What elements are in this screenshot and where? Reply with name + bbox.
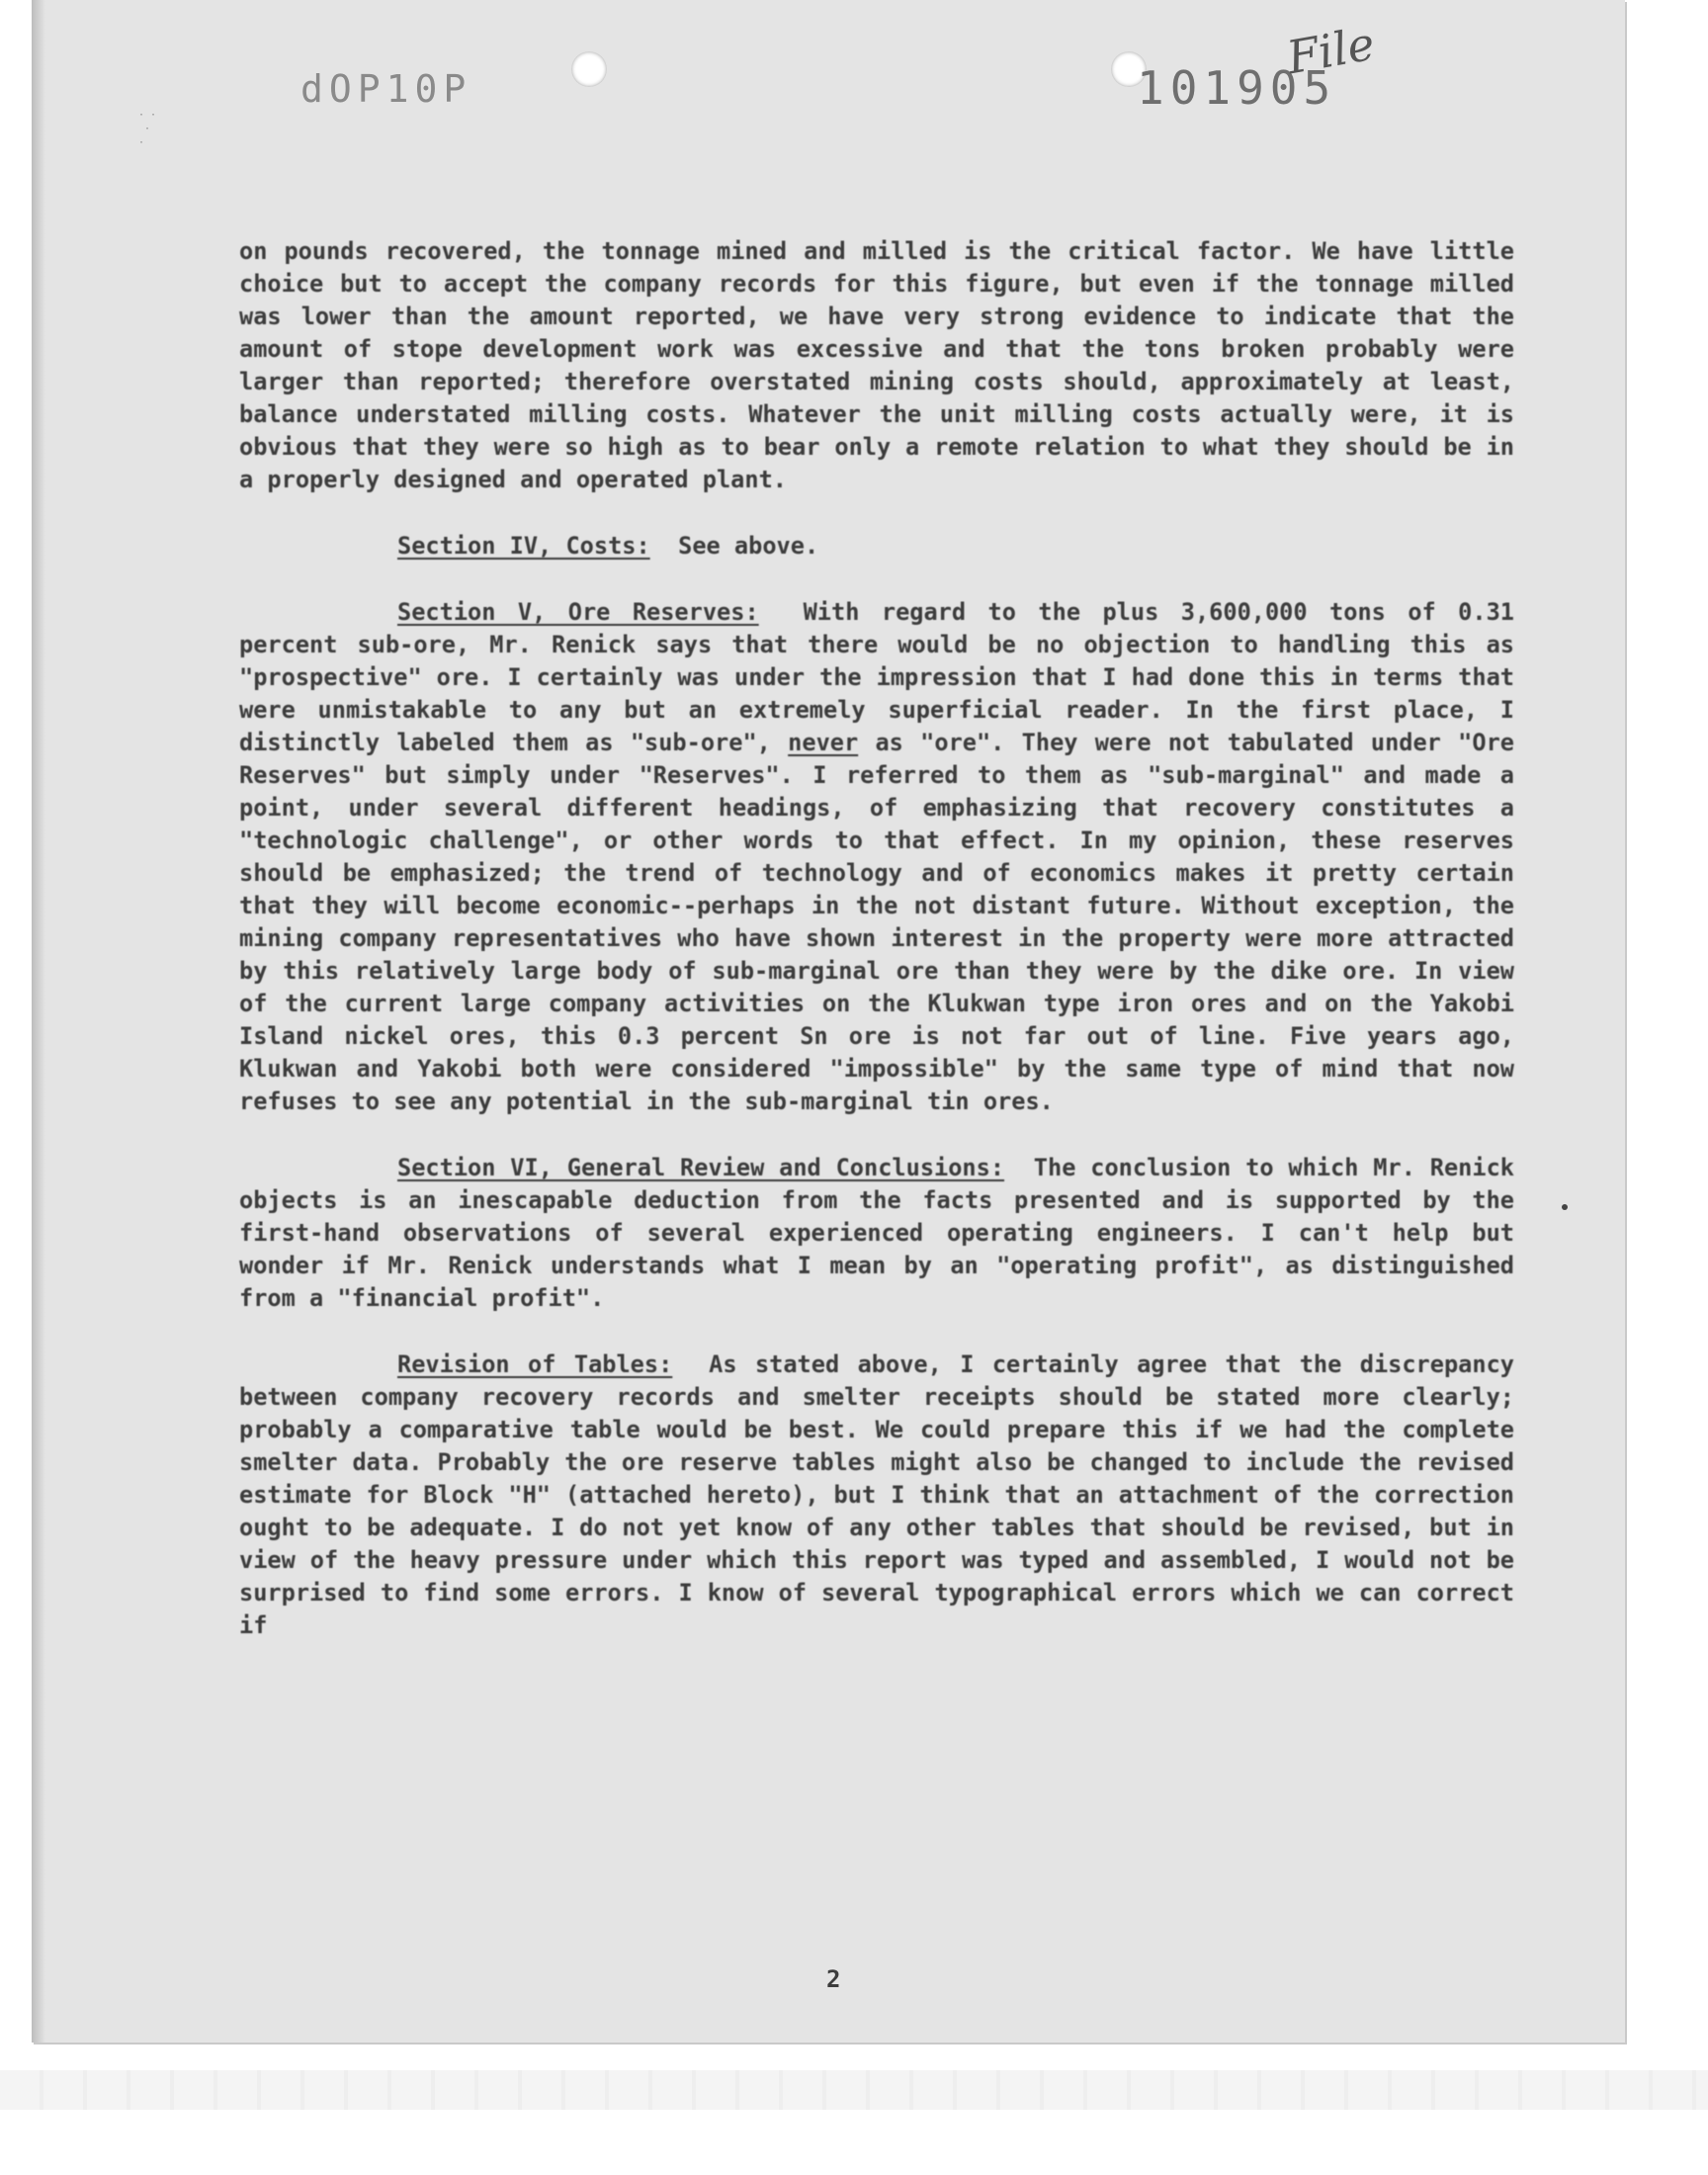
document-stamp-left: dOP10P [300,67,472,111]
typed-text-body [239,235,1514,1676]
underlined-word-never: never [788,729,859,756]
paragraph-section-iv [239,530,1514,563]
heading-section-iv: Section IV, Costs: [397,532,650,560]
punch-hole-left [571,51,607,87]
indent-spacer [239,1154,397,1181]
section-v-text-a: With regard to the plus 3,600,000 tons of 0.31 percent sub-ore, Mr. Renick says that there would be no objection to handling this as "prospective" ore. I certainly was under the impression that I had done this in terms that were unmistakable to any but an extremely superficial reader. In the first place, I distinctly labeled them as "sub-ore", [239,598,1514,756]
section-vi-text: The conclusion to which Mr. Renick objects is an inescapable deduction from the facts presented and is supported by the first-hand observations of several experienced operating engineers. I can't help but wonder if Mr. Renick understands what I mean by an "operating profit", as distinguished from a "financial profit". [239,1154,1514,1312]
paragraph-mining-costs: on pounds recovered, the tonnage mined and milled is the critical factor. We have little choice but to accept the company records for this figure, but even if the tonnage milled was lower than the amount reported, we have very strong evidence to indicate that the amount of stope development work was excessive and that the tons broken probably were larger than reported; therefore overstated mining costs should, approximately at least, balance understated milling costs. Whatever the unit milling costs actually were, it is obvious that they were so high as to bear only a remote relation to what they should be in a properly designed and operated plant. [239,237,1514,493]
paragraph-revision-of-tables [239,1348,1514,1642]
heading-section-v: Section V, Ore Reserves: [397,598,759,626]
scanner-bottom-band [0,2070,1708,2110]
heading-section-vi: Section VI, General Review and Conclusions: [397,1154,1005,1181]
indent-spacer [239,1350,397,1378]
indent-spacer [239,532,397,560]
paper-specks: · · · · [138,110,157,148]
indent-spacer [239,598,397,626]
section-v-text-b: as "ore". They were not tabulated under "Ore Reserves" but simply under "Reserves". I referred to them as "sub-marginal" and made a point, under several different headings, of emphasizing that recovery constitutes a "technologic challenge", or other words to that effect. In my opinion, these reserves should be emphasized; the trend of technology and of economics makes it pretty certain that they will become economic--perhaps in the not distant future. Without exception, the mining company representatives who have shown interest in the property were more attracted by this relatively large body of sub-marginal ore than they were by the dike ore. In view of the current large company activities on the Klukwan type iron ores and on the Yakobi Island nickel ores, this 0.3 percent Sn ore is not far out of line. Five years ago, Klukwan and Yakobi both were considered "impossible" by the same type of mind that now refuses to see any potential in the sub-marginal tin ores. [239,729,1514,1115]
document-stamp-right: 101905 [1137,61,1337,115]
heading-revision-of-tables: Revision of Tables: [397,1350,673,1378]
paragraph-section-vi [239,1152,1514,1315]
revision-text: As stated above, I certainly agree that the discrepancy between company recovery records and smelter receipts should be stated more clearly; probably a comparative table would be best. We could prepare this if we had the complete smelter data. Probably the ore reserve tables might also be changed to include the revised estimate for Block "H" (attached hereto), but I think that an attachment of the correction ought to be adequate. I do not yet know of any other tables that should be revised, but in view of the heavy pressure under which this report was typed and assembled, I would not be surprised to find some errors. I know of several typographical errors which we can correct if [239,1350,1514,1639]
paragraph-section-v [239,596,1514,1118]
document-page [32,0,1625,2043]
page-edge-shadow [32,0,45,2043]
handwritten-note: File [1282,16,1379,85]
section-iv-text: See above. [678,532,819,560]
page-number: 2 [826,1965,841,1993]
ink-dot [1562,1204,1568,1210]
